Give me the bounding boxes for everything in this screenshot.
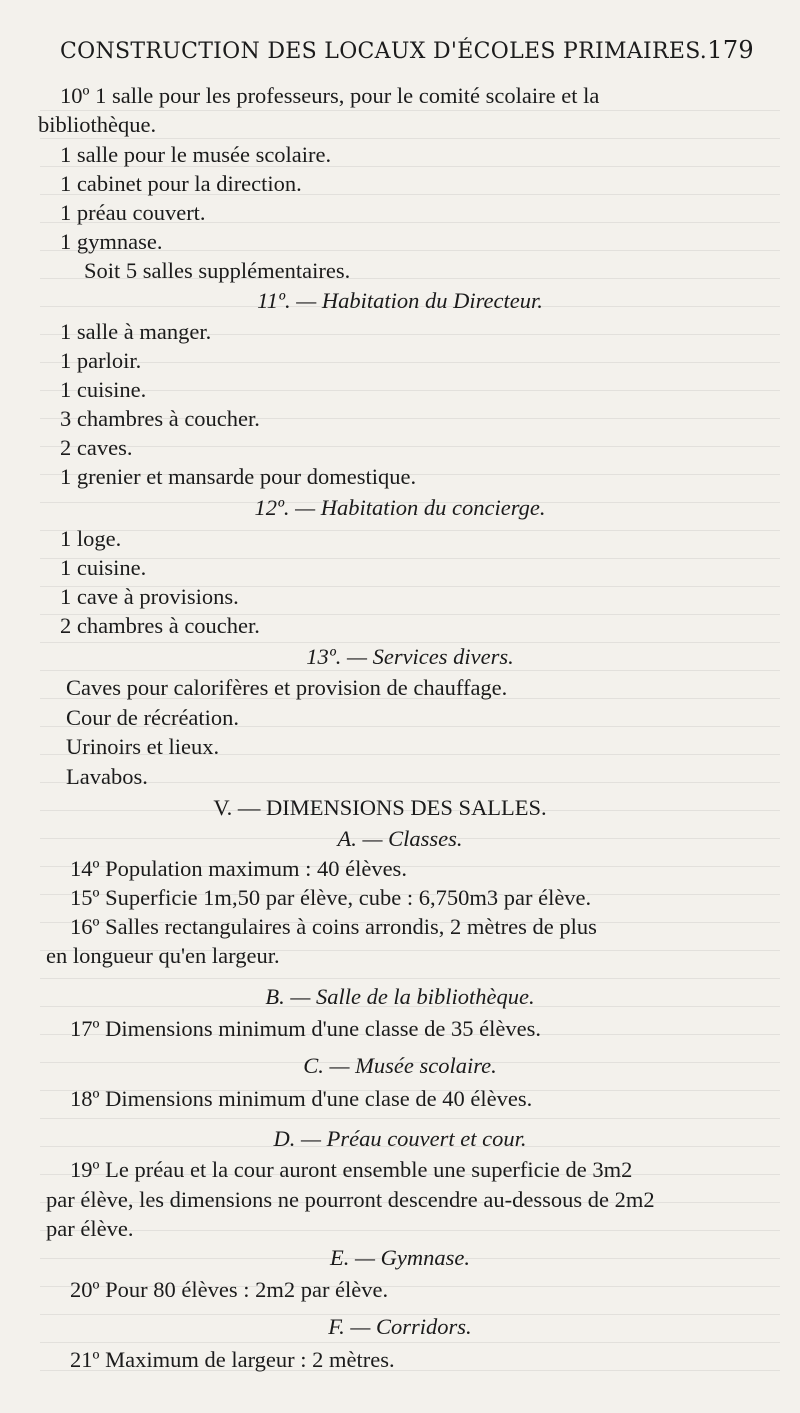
text-line: 1 cabinet pour la direction. xyxy=(60,171,302,196)
text-line: 17º Dimensions minimum d'une classe de 35 élèves. xyxy=(70,1016,541,1041)
text-line: 2 caves. xyxy=(60,435,133,460)
text-line: Soit 5 salles supplémentaires. xyxy=(84,258,351,283)
section-heading: 13º. — Services divers. xyxy=(306,644,514,669)
text-line: Caves pour calorifères et provision de chauffage. xyxy=(66,675,508,700)
text-line: 1 grenier et mansarde pour domestique. xyxy=(60,464,417,489)
text-line: 20º Pour 80 élèves : 2m2 par élève. xyxy=(70,1277,389,1302)
text-line: 14º Population maximum : 40 élèves. xyxy=(70,856,407,881)
section-heading: 11º. — Habitation du Directeur. xyxy=(257,288,543,313)
text-line: 1 gymnase. xyxy=(60,229,163,254)
text-line: Cour de récréation. xyxy=(66,705,240,730)
running-header xyxy=(60,36,754,64)
text-line: 1 salle pour le musée scolaire. xyxy=(60,142,332,167)
subsection-heading: D. — Préau couvert et cour. xyxy=(273,1126,527,1151)
text-line: 3 chambres à coucher. xyxy=(60,406,260,431)
text-line: 21º Maximum de largeur : 2 mètres. xyxy=(70,1347,395,1372)
text-line: 16º Salles rectangulaires à coins arrondis, 2 mètres de plus xyxy=(70,914,597,939)
subsection-heading: A. — Classes. xyxy=(337,826,463,851)
chapter-heading: V. — DIMENSIONS DES SALLES. xyxy=(213,795,547,820)
text-line: 18º Dimensions minimum d'une clase de 40 élèves. xyxy=(70,1086,533,1111)
text-line: 10º 1 salle pour les professeurs, pour le comité scolaire et la xyxy=(60,83,600,108)
text-line: par élève. xyxy=(46,1216,134,1241)
text-line: 1 cuisine. xyxy=(60,555,147,580)
text-line: 19º Le préau et la cour auront ensemble une superficie de 3m2 xyxy=(70,1157,633,1182)
text-line: 1 cave à provisions. xyxy=(60,584,239,609)
text-line: bibliothèque. xyxy=(38,112,157,137)
text-line: par élève, les dimensions ne pourront descendre au-dessous de 2m2 xyxy=(46,1187,655,1212)
subsection-heading: F. — Corridors. xyxy=(328,1314,472,1339)
subsection-heading: E. — Gymnase. xyxy=(330,1245,470,1270)
page-number: 179 xyxy=(707,36,754,64)
text-line: 1 parloir. xyxy=(60,348,142,373)
subsection-heading: C. — Musée scolaire. xyxy=(303,1053,497,1078)
text-line: 1 loge. xyxy=(60,526,122,551)
text-line: 1 préau couvert. xyxy=(60,200,206,225)
section-heading: 12º. — Habitation du concierge. xyxy=(254,495,546,520)
text-line: 15º Superficie 1m,50 par élève, cube : 6,750m3 par élève. xyxy=(70,885,592,910)
text-line: 1 cuisine. xyxy=(60,377,147,402)
running-title: CONSTRUCTION DES LOCAUX D'ÉCOLES PRIMAIRES. xyxy=(60,39,708,64)
subsection-heading: B. — Salle de la bibliothèque. xyxy=(265,984,535,1009)
text-line: 2 chambres à coucher. xyxy=(60,613,260,638)
text-line: Urinoirs et lieux. xyxy=(66,734,220,759)
text-line: Lavabos. xyxy=(66,764,148,789)
text-line: 1 salle à manger. xyxy=(60,319,212,344)
text-line: en longueur qu'en largeur. xyxy=(46,943,280,968)
